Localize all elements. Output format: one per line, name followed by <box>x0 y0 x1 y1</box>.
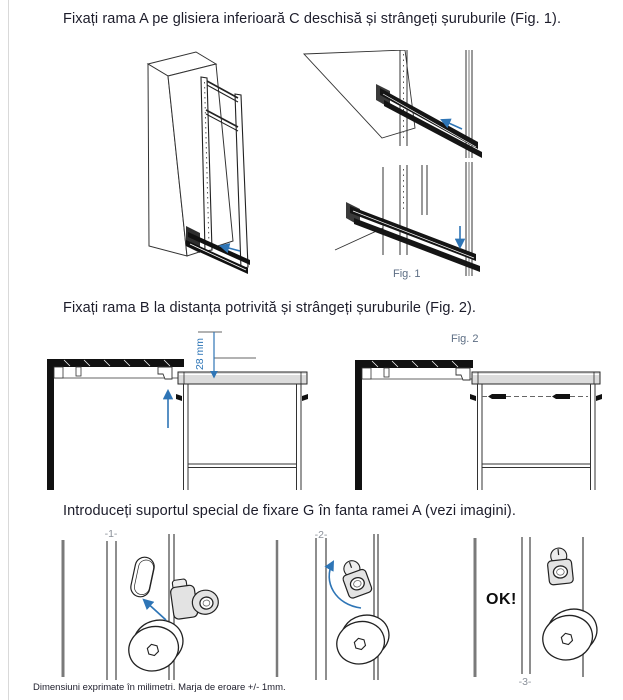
fig2-label: Fig. 2 <box>451 333 479 345</box>
fig1-label: Fig. 1 <box>393 268 421 280</box>
fixing-screws <box>482 394 588 399</box>
frame-b-section <box>176 372 308 490</box>
fig1-rail-detail-drawing <box>290 50 530 278</box>
rail-detail-bottom <box>335 162 480 276</box>
fig2-right-section-drawing <box>330 328 615 494</box>
dimension-28mm <box>194 332 256 377</box>
instruction-step-3: Introduceți suportul special de fixare G în fanta ramei A (vezi imagini). <box>63 503 516 519</box>
panel-2 <box>316 534 395 680</box>
dimension-label: 28 mm <box>194 337 206 371</box>
page-edge-line <box>8 0 9 700</box>
insert-arrow <box>144 600 166 620</box>
panel-1 <box>63 534 277 680</box>
locking-disc <box>536 604 603 666</box>
panel-1-label: -1- <box>104 528 118 540</box>
fig1-cabinet-drawing <box>130 48 290 293</box>
rail-detail-top <box>304 50 482 158</box>
instruction-step-1: Fixați rama A pe glisiera inferioară C deschisă și strângeți șuruburile (Fig. 1). <box>63 11 562 27</box>
cabinet-body <box>148 52 233 256</box>
fig2-left-section-drawing <box>40 328 320 494</box>
locking-disc <box>122 615 189 677</box>
instruction-step-2: Fixați rama B la distanța potrivită și strângeți șuruburile (Fig. 2). <box>63 300 477 316</box>
fixing-support-panels-drawing <box>30 528 622 694</box>
cabinet-section <box>47 359 184 490</box>
locking-disc <box>331 610 395 669</box>
fixing-support-g <box>546 547 574 585</box>
frame-b-section <box>470 372 602 490</box>
panel-2-label: -2- <box>314 529 328 541</box>
fixing-support-g <box>169 575 220 620</box>
panel-3-label: -3- <box>518 676 532 688</box>
frame-slot <box>129 555 156 598</box>
fixing-support-g <box>338 557 373 599</box>
ok-status-label: OK! <box>486 591 517 608</box>
cabinet-section <box>355 360 473 490</box>
footer-note: Dimensiuni exprimate în milimetri. Marja de eroare +/- 1mm. <box>33 682 286 693</box>
